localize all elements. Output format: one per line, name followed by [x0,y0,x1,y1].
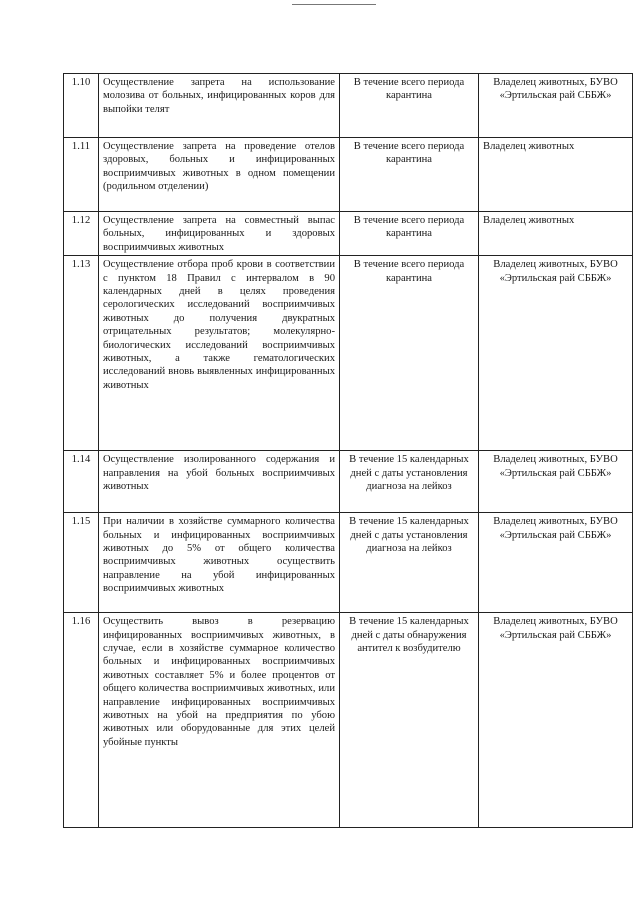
term-text: В течение 15 календарных дней с даты установления диагноза на лейкоз [340,513,479,613]
table-row [64,212,633,256]
table-row [64,451,633,513]
measure-text: Осуществление запрета на использование молозива от больных, инфицированных коров для выпойки телят [99,74,340,138]
measure-text: Осуществление запрета на совместный выпас больных, инфицированных и здоровых восприимчивых животных [99,212,340,256]
table-row [64,256,633,451]
term-text: В течение всего периода карантина [340,138,479,212]
responsible-text: Владелец животных [479,138,633,212]
term-text: В течение всего периода карантина [340,256,479,451]
term-text: В течение 15 календарных дней с даты обнаружения антител к возбудителю [340,613,479,828]
term-text: В течение всего периода карантина [340,212,479,256]
measure-text: Осуществление отбора проб крови в соответствии с пунктом 18 Правил с интервалом в 90 календарных дней в целях проведения серологических исследований восприимчивых животных до получения двукратных отрицательных результатов; молекулярно-биологических исследований восприимчивых животных, а также гематологических исследований вновь выявленных инфицированных животных [99,256,340,451]
measure-text: Осуществить вывоз в резервацию инфицированных восприимчивых животных, в случае, если в хозяйстве суммарное количество больных и инфицированных восприимчивых животных составляет 5% и более процентов от общего количества восприимчивых животных, или направление инфицированных восприимчивых животных на убой на предприятия по убою животных или оборудованные для этих целей убойные пункты [99,613,340,828]
responsible-text: Владелец животных, БУВО «Эртильская рай СББЖ» [479,451,633,513]
table-row [64,613,633,828]
measure-text: Осуществление запрета на проведение отелов здоровых, больных и инфицированных восприимчивых животных в одном помещении (родильном отделении) [99,138,340,212]
measures-table [63,73,633,828]
row-number: 1.10 [64,74,99,138]
table-row [64,74,633,138]
row-number: 1.11 [64,138,99,212]
row-number: 1.16 [64,613,99,828]
top-rule [292,4,376,5]
row-number: 1.14 [64,451,99,513]
row-number: 1.15 [64,513,99,613]
responsible-text: Владелец животных, БУВО «Эртильская рай СББЖ» [479,74,633,138]
table-row [64,513,633,613]
responsible-text: Владелец животных, БУВО «Эртильская рай СББЖ» [479,513,633,613]
term-text: В течение 15 календарных дней с даты установления диагноза на лейкоз [340,451,479,513]
measure-text: Осуществление изолированного содержания и направления на убой больных восприимчивых животных [99,451,340,513]
term-text: В течение всего периода карантина [340,74,479,138]
responsible-text: Владелец животных [479,212,633,256]
responsible-text: Владелец животных, БУВО «Эртильская рай СББЖ» [479,613,633,828]
measure-text: При наличии в хозяйстве суммарного количества больных и инфицированных восприимчивых животных до 5% от общего количества восприимчивых животных осуществить направление на убой инфицированных восприимчивых животных [99,513,340,613]
row-number: 1.12 [64,212,99,256]
row-number: 1.13 [64,256,99,451]
table-row [64,138,633,212]
responsible-text: Владелец животных, БУВО «Эртильская рай СББЖ» [479,256,633,451]
